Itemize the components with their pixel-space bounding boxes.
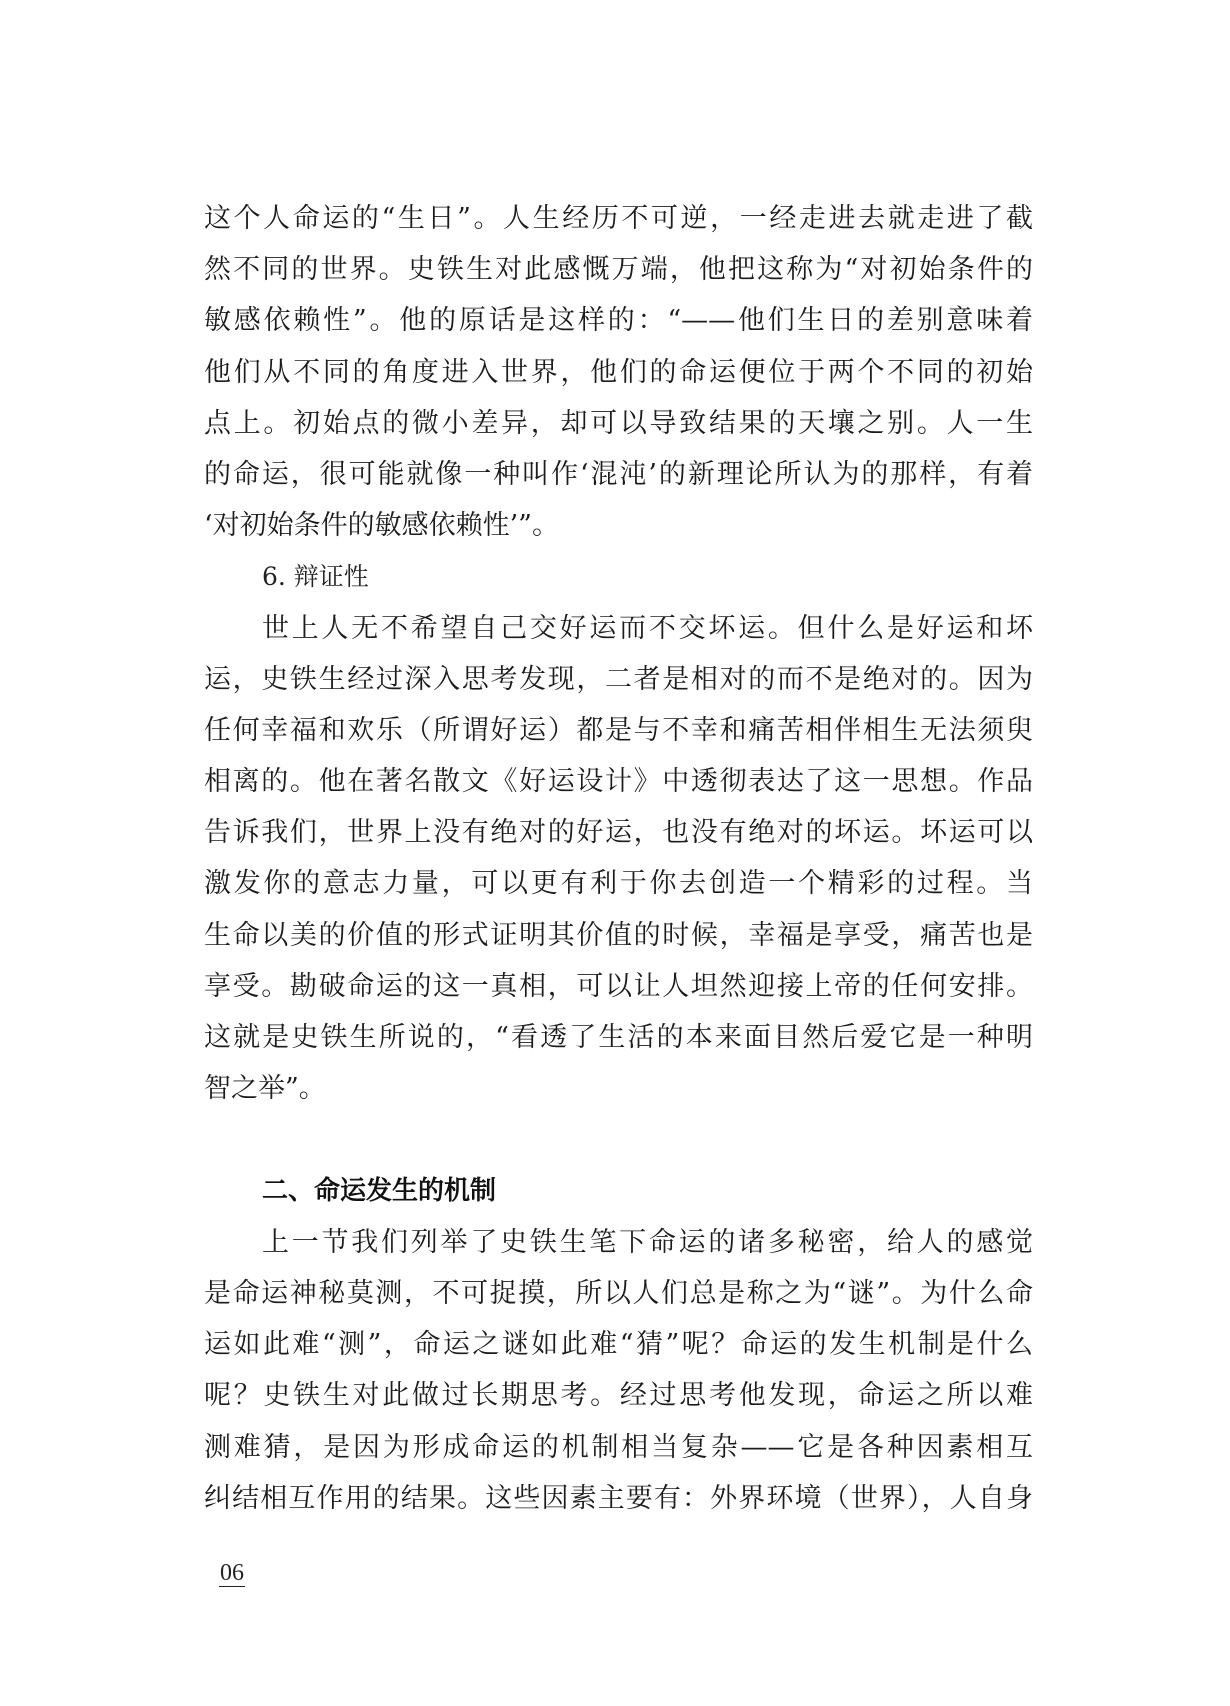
paragraph-3 [204,1217,1033,1524]
text-line: 享受。勘破命运的这一真相，可以让人坦然迎接上帝的任何安排。 [204,970,1033,1002]
section-heading: 二、命运发生的机制 [262,1175,497,1206]
section-spacer [204,1114,1033,1165]
text-line: 他们从不同的角度进入世界，他们的命运便位于两个不同的初始 [204,356,1033,388]
subsection-heading: 6. 辩证性 [262,562,369,592]
text-line: 敏感依赖性”。他的原话是这样的：“——他们生日的差别意味着 [204,305,1033,337]
body-text [204,193,1033,1524]
text-line: 这就是史铁生所说的，“看透了生活的本来面目然后爱它是一种明 [204,1022,1033,1053]
text-line: 上一节我们列举了史铁生笔下命运的诸多秘密，给人的感觉 [262,1226,1033,1258]
text-line: 告诉我们，世界上没有绝对的好运，也没有绝对的坏运。坏运可以 [204,817,1033,849]
text-line: 世上人无不希望自己交好运而不交坏运。但什么是好运和坏 [262,612,1033,644]
text-line: 呢？史铁生对此做过长期思考。经过思考他发现，命运之所以难 [204,1380,1033,1412]
text-line: 然不同的世界。史铁生对此感慨万端，他把这称为“对初始条件的 [204,254,1033,286]
text-line: 生命以美的价值的形式证明其价值的时候，幸福是享受，痛苦也是 [204,919,1033,951]
text-line: 运如此难“测”，命运之谜如此难“猜”呢？命运的发生机制是什么 [204,1329,1033,1361]
text-line: ‘对初始条件的敏感依赖性’”。 [204,510,559,542]
text-line: 点上。初始点的微小差异，却可以导致结果的天壤之别。人一生 [204,407,1033,439]
paragraph-1 [204,193,1033,551]
text-line: 纠结相互作用的结果。这些因素主要有：外界环境（世界），人自身 [204,1482,1033,1514]
paragraph-2 [204,603,1033,1115]
text-line: 运，史铁生经过深入思考发现，二者是相对的而不是绝对的。因为 [204,663,1033,695]
text-line: 测难猜，是因为形成命运的机制相当复杂——它是各种因素相互 [204,1431,1033,1463]
text-line: 这个人命运的“生日”。人生经历不可逆，一经走进去就走进了截 [204,203,1033,234]
text-line: 任何幸福和欢乐（所谓好运）都是与不幸和痛苦相伴相生无法须臾 [204,714,1033,746]
text-line: 相离的。他在著名散文《好运设计》中透彻表达了这一思想。作品 [204,766,1033,798]
page-number: 06 [220,1560,244,1586]
text-line: 的命运，很可能就像一种叫作‘混沌’的新理论所认为的那样，有着 [204,458,1033,490]
text-line: 激发你的意志力量，可以更有利于你去创造一个精彩的过程。当 [204,868,1033,900]
text-line: 智之举”。 [204,1073,326,1105]
text-line: 是命运神秘莫测，不可捉摸，所以人们总是称之为“谜”。为什么命 [204,1277,1033,1309]
